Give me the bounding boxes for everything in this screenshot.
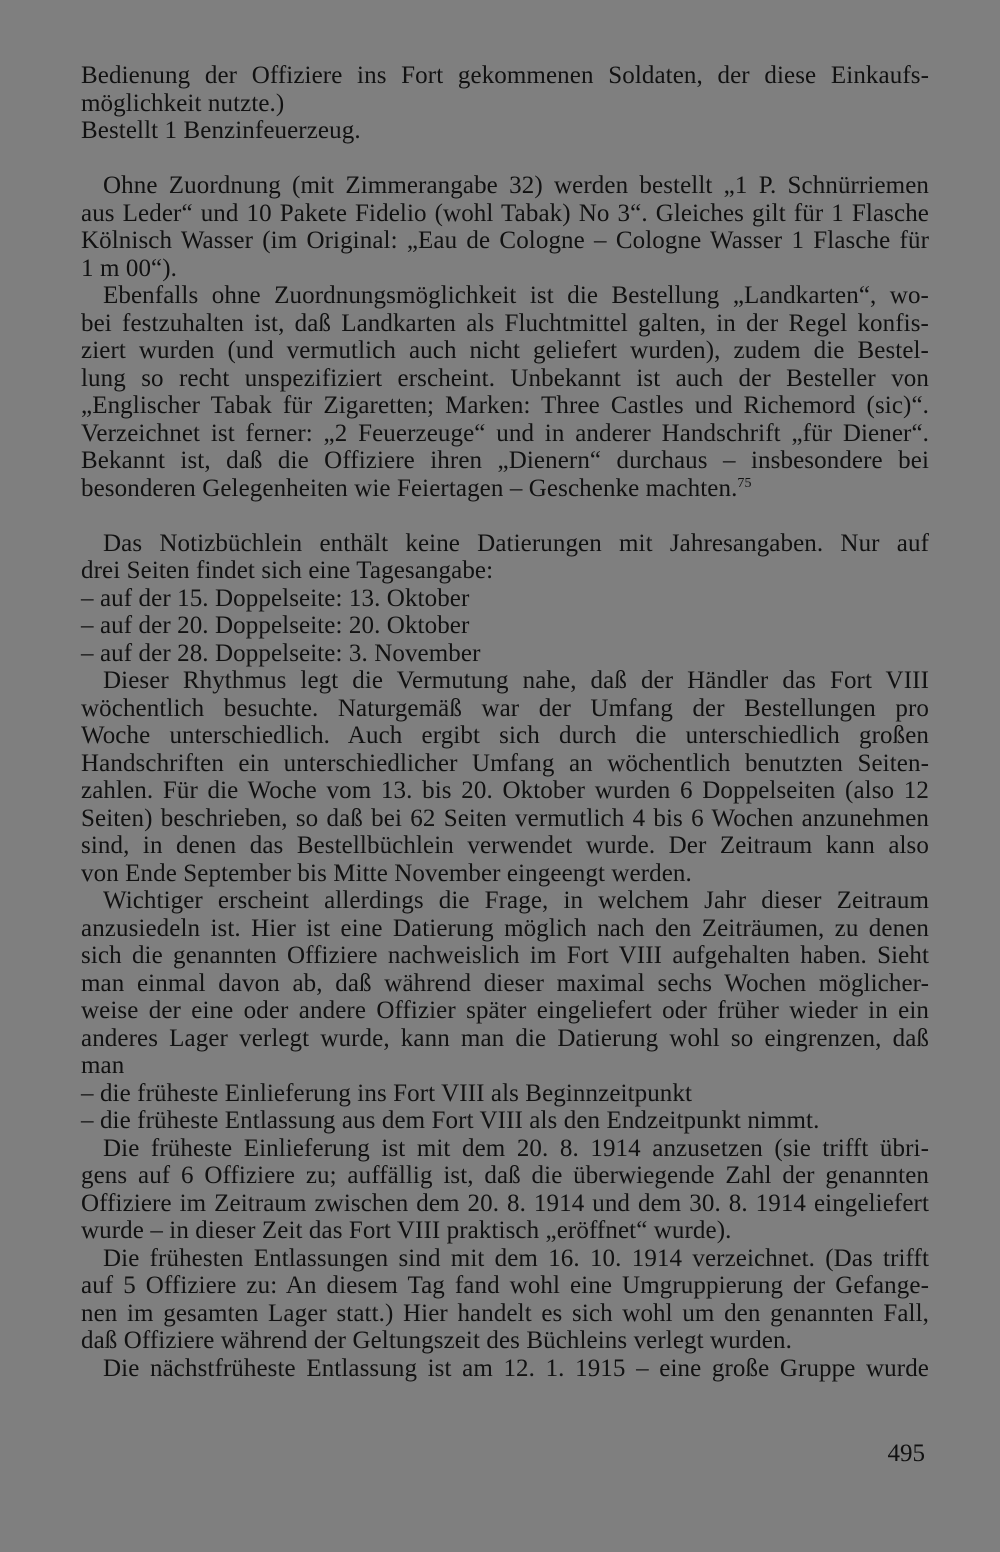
text-line-content: – auf der 20. Doppelseite: 20. Oktober xyxy=(81,612,470,639)
text-line-content: – auf der 28. Doppelseite: 3. November xyxy=(81,639,481,667)
text-line xyxy=(81,1327,929,1355)
text-line-content: Woche unterschiedlich. Auch ergibt sich durch die unterschiedlich großen xyxy=(81,722,929,749)
text-line xyxy=(81,337,929,365)
text-line xyxy=(81,1355,929,1383)
text-line-content: Ebenfalls ohne Zuordnungsmöglichkeit ist die Bestellung „Landkarten“, wo- xyxy=(103,282,929,309)
text-line xyxy=(81,1300,929,1328)
text-line xyxy=(81,392,929,420)
text-line xyxy=(81,750,929,778)
text-line-content: gens auf 6 Offiziere zu; auffällig ist, daß die überwiegende Zahl der genannten xyxy=(81,1162,929,1189)
text-line xyxy=(81,997,929,1025)
text-line xyxy=(81,915,929,943)
paragraph-gap xyxy=(81,145,929,173)
text-line-content: Bestellt 1 Benzinfeuerzeug. xyxy=(81,117,361,144)
text-line xyxy=(81,557,929,585)
text-line-content: Handschriften ein unterschiedlicher Umfang an wöchentlich benutzten Seiten- xyxy=(81,749,929,777)
text-line-content: man xyxy=(81,1052,125,1079)
text-line-content: lung so recht unspezifiziert erscheint. Unbekannt ist auch der Besteller von xyxy=(81,364,929,392)
text-line xyxy=(81,1272,929,1300)
text-line xyxy=(81,282,929,310)
text-line xyxy=(81,1052,929,1080)
text-line-content: ziert wurden (und vermutlich auch nicht geliefert wurden), zudem die Bestel- xyxy=(81,337,929,364)
text-line-content: Dieser Rhythmus legt die Vermutung nahe, daß der Händler das Fort VIII xyxy=(103,667,929,694)
text-line-content: nen im gesamten Lager statt.) Hier handelt es sich wohl um den genannten Fall, xyxy=(81,1299,929,1327)
text-line-content: Die frühesten Entlassungen sind mit dem 16. 10. 1914 verzeichnet. (Das trifft xyxy=(103,1244,929,1272)
text-line xyxy=(81,1135,929,1163)
text-line-content: Das Notizbüchlein enthält keine Datierungen mit Jahresangaben. Nur auf xyxy=(103,529,929,557)
text-line xyxy=(81,695,929,723)
text-line xyxy=(81,255,929,283)
text-line-content: Bedienung der Offiziere ins Fort gekommenen Soldaten, der diese Einkaufs- xyxy=(81,62,929,89)
text-line-content: wurde – in dieser Zeit das Fort VIII praktisch „eröffnet“ wurde). xyxy=(81,1217,732,1244)
text-line-content: Die früheste Einlieferung ist mit dem 20. 8. 1914 anzusetzen (sie trifft übri- xyxy=(103,1134,929,1162)
text-line xyxy=(81,585,929,613)
text-line-content: Seiten) beschrieben, so daß bei 62 Seiten vermutlich 4 bis 6 Wochen anzunehmen xyxy=(81,804,929,832)
text-line-content: von Ende September bis Mitte November eingeengt werden. xyxy=(81,859,692,887)
text-line xyxy=(81,805,929,833)
text-line-content: – die früheste Einlieferung ins Fort VIII als Beginnzeitpunkt xyxy=(81,1079,693,1107)
text-line xyxy=(81,887,929,915)
text-line xyxy=(81,365,929,393)
text-line xyxy=(81,200,929,228)
text-line-content: möglichkeit nutzte.) xyxy=(81,89,285,117)
text-line xyxy=(81,942,929,970)
text-line-content: besonderen Gelegenheiten wie Feiertagen – Geschenke machten. xyxy=(81,474,738,502)
text-line xyxy=(81,447,929,475)
text-section xyxy=(81,62,929,145)
text-line xyxy=(81,1190,929,1218)
text-line xyxy=(81,475,929,503)
text-line-content: sind, in denen das Bestellbüchlein verwendet wurde. Der Zeitraum kann also xyxy=(81,832,929,859)
text-line xyxy=(81,227,929,255)
text-line xyxy=(81,62,929,90)
text-line-content: zahlen. Für die Woche vom 13. bis 20. Oktober wurden 6 Doppelseiten (also 12 xyxy=(81,777,929,804)
text-line-content: – auf der 15. Doppelseite: 13. Oktober xyxy=(81,584,470,612)
text-line-content: anderes Lager verlegt wurde, kann man die Datierung wohl so eingrenzen, daß xyxy=(81,1024,929,1052)
text-line-content: – die früheste Entlassung aus dem Fort VIII als den Endzeitpunkt nimmt. xyxy=(81,1107,820,1134)
text-line xyxy=(81,117,929,145)
text-line-content: Ohne Zuordnung (mit Zimmerangabe 32) werden bestellt „1 P. Schnürriemen xyxy=(103,172,929,199)
text-line-content: Wichtiger erscheint allerdings die Frage, in welchem Jahr dieser Zeitraum xyxy=(103,887,929,914)
text-line-content: Bekannt ist, daß die Offiziere ihren „Dienern“ durchaus – insbesondere bei xyxy=(81,447,929,474)
text-line xyxy=(81,860,929,888)
text-line-content: wöchentlich besuchte. Naturgemäß war der Umfang der Bestellungen pro xyxy=(81,694,929,722)
text-line xyxy=(81,1107,929,1135)
text-line xyxy=(81,832,929,860)
text-line xyxy=(81,1245,929,1273)
text-line-content: weise der eine oder andere Offizier später eingeliefert oder früher wieder in ein xyxy=(81,997,929,1024)
text-line xyxy=(81,722,929,750)
text-line xyxy=(81,90,929,118)
text-line xyxy=(81,612,929,640)
text-line xyxy=(81,667,929,695)
text-line-content: Verzeichnet ist ferner: „2 Feuerzeuge“ und in anderer Handschrift „für Diener“. xyxy=(81,419,929,447)
page-body xyxy=(81,62,929,1382)
footnote-marker: 75 xyxy=(737,475,752,491)
text-line-content: Kölnisch Wasser (im Original: „Eau de Cologne – Cologne Wasser 1 Flasche für xyxy=(81,227,929,254)
text-line xyxy=(81,420,929,448)
text-line-content: Offiziere im Zeitraum zwischen dem 20. 8. 1914 und dem 30. 8. 1914 eingeliefert xyxy=(81,1189,929,1217)
text-line-content: „Englischer Tabak für Zigaretten; Marken: Three Castles und Richemord (sic)“. xyxy=(81,392,929,419)
text-line-content: daß Offiziere während der Geltungszeit des Büchleins verlegt wurden. xyxy=(81,1327,792,1354)
text-line xyxy=(81,640,929,668)
text-line-content: sich die genannten Offiziere nachweislich im Fort VIII aufgehalten haben. Sieht xyxy=(81,942,929,969)
text-line xyxy=(81,310,929,338)
text-line xyxy=(81,172,929,200)
text-line-content: man einmal davon ab, daß während dieser maximal sechs Wochen möglicher- xyxy=(81,969,929,997)
text-line xyxy=(81,530,929,558)
text-line xyxy=(81,1025,929,1053)
text-line xyxy=(81,1162,929,1190)
page-number: 495 xyxy=(887,1440,925,1467)
text-line-content: aus Leder“ und 10 Pakete Fidelio (wohl Tabak) No 3“. Gleiches gilt für 1 Flasche xyxy=(81,199,929,227)
text-line xyxy=(81,1217,929,1245)
paragraph-gap xyxy=(81,502,929,530)
text-line xyxy=(81,777,929,805)
text-line-content: 1 m 00“). xyxy=(81,254,178,282)
text-line-content: drei Seiten findet sich eine Tagesangabe: xyxy=(81,557,494,584)
text-line xyxy=(81,970,929,998)
text-line-content: anzusiedeln ist. Hier ist eine Datierung möglich nach den Zeiträumen, zu denen xyxy=(81,914,929,942)
text-line-content: auf 5 Offiziere zu: An diesem Tag fand wohl eine Umgruppierung der Gefange- xyxy=(81,1272,929,1299)
text-line-content: Die nächstfrüheste Entlassung ist am 12. 1. 1915 – eine große Gruppe wurde xyxy=(103,1354,929,1382)
text-line-content: bei festzuhalten ist, daß Landkarten als Fluchtmittel galten, in der Regel konfis- xyxy=(81,309,929,337)
text-section xyxy=(81,172,929,502)
text-line xyxy=(81,1080,929,1108)
text-section xyxy=(81,530,929,1383)
